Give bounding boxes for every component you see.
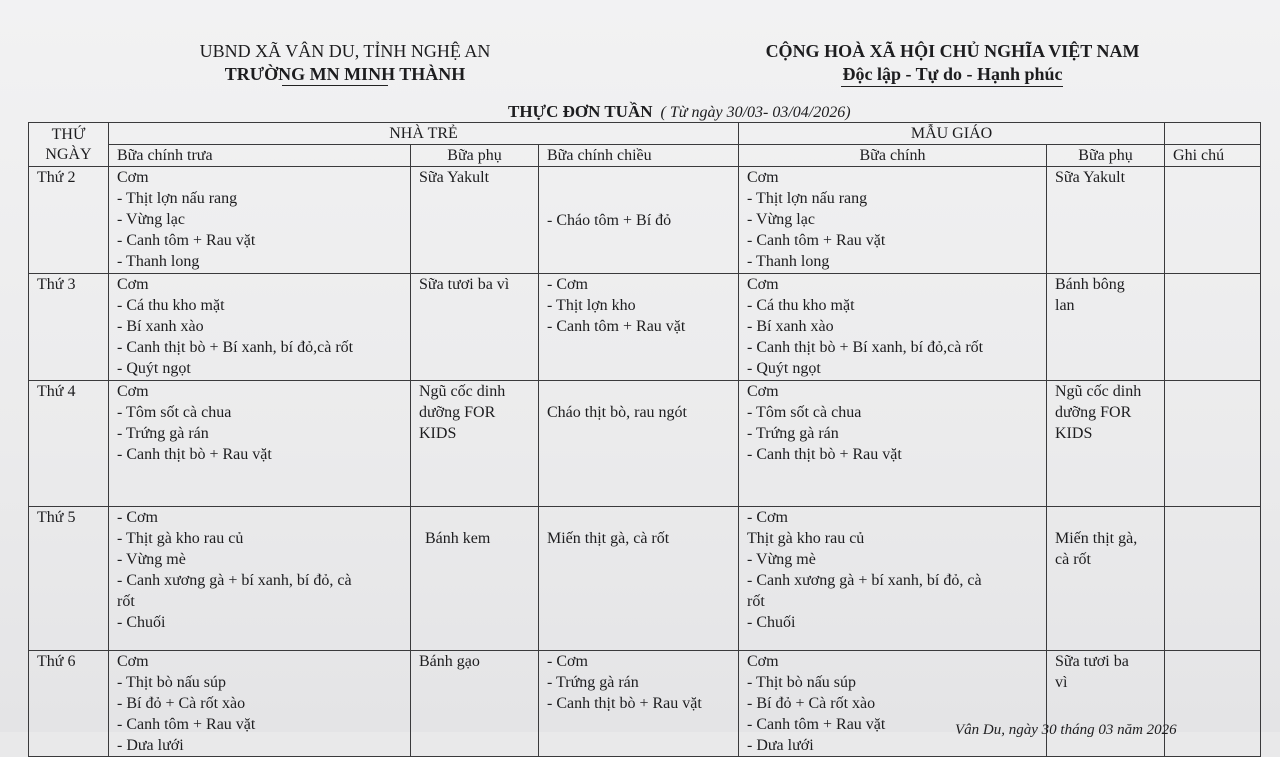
- menu-item: - Cơm: [747, 509, 788, 526]
- menu-item: lan: [1055, 297, 1075, 314]
- menu-item: - Cháo tôm + Bí đỏ: [547, 211, 672, 229]
- mg-phu-cell: [1047, 651, 1165, 757]
- mg-chinh-cell: [739, 274, 1047, 381]
- menu-item: - Thanh long: [117, 253, 200, 270]
- mg-chinh-cell: [739, 507, 1047, 651]
- nha-tre-header: NHÀ TRẺ: [109, 123, 739, 145]
- mg-chinh-cell: [739, 167, 1047, 274]
- note-cell: [1165, 507, 1261, 651]
- menu-item: - Bí xanh xào: [747, 318, 834, 335]
- nt-trua-cell: [109, 507, 411, 651]
- menu-item: - Canh tôm + Rau vặt: [547, 318, 686, 335]
- col-nt-phu: Bữa phụ: [411, 145, 539, 167]
- document-title: [508, 102, 851, 122]
- menu-item: - Quýt ngọt: [747, 360, 821, 377]
- menu-item: - Canh thịt bò + Rau vặt: [547, 695, 702, 712]
- day-header: [29, 123, 109, 167]
- menu-item: Sữa tươi ba vì: [419, 276, 510, 293]
- menu-item: - Canh xương gà + bí xanh, bí đỏ, cà: [117, 572, 352, 589]
- menu-item: - Cá thu kho mặt: [747, 297, 855, 314]
- menu-item: Sữa Yakult: [1055, 169, 1126, 186]
- menu-item: - Trứng gà rán: [747, 425, 839, 442]
- nt-chieu-cell: [539, 274, 739, 381]
- menu-item: - Vừng mè: [117, 551, 186, 568]
- menu-item: - Canh tôm + Rau vặt: [747, 716, 886, 733]
- menu-item: vì: [1055, 674, 1068, 691]
- menu-item: - Canh thịt bò + Rau vặt: [747, 446, 902, 463]
- menu-item: Cơm: [747, 653, 779, 670]
- mg-chinh-cell: [739, 651, 1047, 757]
- menu-item: - Bí xanh xào: [117, 318, 204, 335]
- nt-phu-cell: [411, 507, 539, 651]
- title-main: THỰC ĐƠN TUẦN: [508, 102, 653, 121]
- menu-item: - Cơm: [117, 509, 158, 526]
- title-date-range: ( Từ ngày 30/03- 03/04/2026): [660, 104, 851, 121]
- issuer-block: [190, 40, 500, 86]
- menu-item: - Canh thịt bò + Bí xanh, bí đỏ,cà rốt: [747, 339, 984, 356]
- menu-item: Cơm: [117, 276, 149, 293]
- ngay-label: NGÀY: [45, 146, 92, 163]
- menu-item: - Vừng lạc: [747, 211, 815, 228]
- mg-phu-cell: [1047, 167, 1165, 274]
- note-cell: [1165, 274, 1261, 381]
- mg-chinh-cell: [739, 381, 1047, 507]
- menu-item: - Canh tôm + Rau vặt: [117, 232, 256, 249]
- menu-item: - Thịt lợn nấu rang: [747, 190, 868, 207]
- thu-label: THỨ: [51, 126, 86, 143]
- menu-item: Cơm: [747, 276, 779, 293]
- menu-item: - Cơm: [547, 276, 588, 293]
- menu-item: Bánh kem: [425, 530, 491, 547]
- menu-item: - Cá thu kho mặt: [117, 297, 225, 314]
- menu-item: Bánh bông: [1055, 276, 1125, 293]
- menu-item: Cháo thịt bò, rau ngót: [547, 404, 687, 421]
- menu-item: - Thịt lợn nấu rang: [117, 190, 238, 207]
- country-name: CỘNG HOÀ XÃ HỘI CHỦ NGHĨA VIỆT NAM: [765, 41, 1140, 61]
- menu-item: - Trứng gà rán: [117, 425, 209, 442]
- table-row: [29, 274, 1261, 381]
- nt-trua-cell: [109, 167, 411, 274]
- nt-trua-cell: [109, 274, 411, 381]
- menu-item: KIDS: [419, 425, 457, 442]
- menu-item: Cơm: [117, 169, 149, 186]
- menu-item: - Bí đỏ + Cà rốt xào: [117, 695, 246, 712]
- nt-chieu-cell: [539, 507, 739, 651]
- menu-item: Cơm: [117, 653, 149, 670]
- menu-item: KIDS: [1055, 425, 1093, 442]
- motto: Độc lập - Tự do - Hạnh phúc: [842, 64, 1063, 84]
- menu-item: Cơm: [117, 383, 149, 400]
- table-row: [29, 167, 1261, 274]
- mg-phu-cell: [1047, 507, 1165, 651]
- mau-giao-header: MẪU GIÁO: [739, 123, 1165, 145]
- col-mg-chinh: Bữa chính: [739, 145, 1047, 167]
- underline: [841, 86, 1063, 87]
- day-cell: Thứ 6: [29, 651, 109, 757]
- menu-item: - Vừng mè: [747, 551, 816, 568]
- nt-phu-cell: [411, 381, 539, 507]
- menu-item: dưỡng FOR: [419, 404, 496, 421]
- mg-phu-cell: [1047, 381, 1165, 507]
- menu-item: Cơm: [747, 383, 779, 400]
- menu-item: Bánh gạo: [419, 653, 480, 670]
- nt-phu-cell: [411, 274, 539, 381]
- menu-item: - Trứng gà rán: [547, 674, 639, 691]
- menu-item: - Cơm: [547, 653, 588, 670]
- table-row: [29, 381, 1261, 507]
- menu-item: dưỡng FOR: [1055, 404, 1132, 421]
- menu-item: Sữa tươi ba: [1055, 653, 1129, 670]
- menu-item: rốt: [117, 593, 135, 610]
- menu-item: - Vừng lạc: [117, 211, 185, 228]
- menu-item: Thịt gà kho rau củ: [747, 530, 865, 547]
- table-row: [29, 651, 1261, 757]
- nt-chieu-cell: [539, 651, 739, 757]
- underline: [282, 85, 388, 86]
- national-motto-block: [755, 40, 1150, 86]
- menu-item: rốt: [747, 593, 765, 610]
- note-cell: [1165, 381, 1261, 507]
- weekly-menu-table: [28, 122, 1261, 757]
- col-nt-trua: Bữa chính trưa: [109, 145, 411, 167]
- menu-item: - Dưa lưới: [117, 737, 184, 754]
- menu-item: Ngũ cốc dinh: [1055, 383, 1142, 400]
- menu-item: Ngũ cốc dinh: [419, 383, 506, 400]
- menu-item: Miến thịt gà,: [1055, 530, 1138, 547]
- menu-item: - Canh tôm + Rau vặt: [747, 232, 886, 249]
- menu-item: - Chuối: [117, 614, 166, 631]
- col-nt-chieu: Bữa chính chiều: [539, 145, 739, 167]
- menu-item: - Canh tôm + Rau vặt: [117, 716, 256, 733]
- menu-item: - Tôm sốt cà chua: [117, 404, 232, 421]
- menu-item: - Thanh long: [747, 253, 830, 270]
- menu-item: cà rốt: [1055, 551, 1091, 568]
- menu-item: - Canh thịt bò + Rau vặt: [117, 446, 272, 463]
- mg-phu-cell: [1047, 274, 1165, 381]
- note-cell: [1165, 167, 1261, 274]
- day-cell: Thứ 5: [29, 507, 109, 651]
- day-cell: Thứ 4: [29, 381, 109, 507]
- menu-item: Cơm: [747, 169, 779, 186]
- nt-phu-cell: [411, 651, 539, 757]
- menu-item: - Thịt bò nấu súp: [747, 674, 857, 691]
- date-signature-line: Vân Du, ngày 30 tháng 03 năm 2026: [955, 722, 1177, 738]
- menu-item: - Tôm sốt cà chua: [747, 404, 862, 421]
- nt-chieu-cell: [539, 381, 739, 507]
- menu-item: Miến thịt gà, cà rốt: [547, 530, 670, 547]
- day-cell: Thứ 2: [29, 167, 109, 274]
- nt-chieu-cell: [539, 167, 739, 274]
- nt-phu-cell: [411, 167, 539, 274]
- nt-trua-cell: [109, 651, 411, 757]
- menu-item: - Thịt bò nấu súp: [117, 674, 227, 691]
- table-row: [29, 507, 1261, 651]
- menu-item: - Canh thịt bò + Bí xanh, bí đỏ,cà rốt: [117, 339, 354, 356]
- menu-item: - Canh xương gà + bí xanh, bí đỏ, cà: [747, 572, 982, 589]
- empty-header-cell: [1165, 123, 1261, 145]
- menu-item: - Thịt lợn kho: [547, 297, 636, 314]
- col-ghi-chu: Ghi chú: [1165, 145, 1261, 167]
- menu-item: - Bí đỏ + Cà rốt xào: [747, 695, 876, 712]
- menu-item: Sữa Yakult: [419, 169, 490, 186]
- note-cell: [1165, 651, 1261, 757]
- nt-trua-cell: [109, 381, 411, 507]
- menu-item: - Chuối: [747, 614, 796, 631]
- menu-item: - Thịt gà kho rau củ: [117, 530, 244, 547]
- menu-item: - Dưa lưới: [747, 737, 814, 754]
- col-mg-phu: Bữa phụ: [1047, 145, 1165, 167]
- district-label: UBND XÃ VÂN DU, TỈNH NGHỆ AN: [199, 41, 491, 61]
- day-cell: Thứ 3: [29, 274, 109, 381]
- menu-item: - Quýt ngọt: [117, 360, 191, 377]
- school-name: TRƯỜNG MN MINH THÀNH: [224, 64, 466, 84]
